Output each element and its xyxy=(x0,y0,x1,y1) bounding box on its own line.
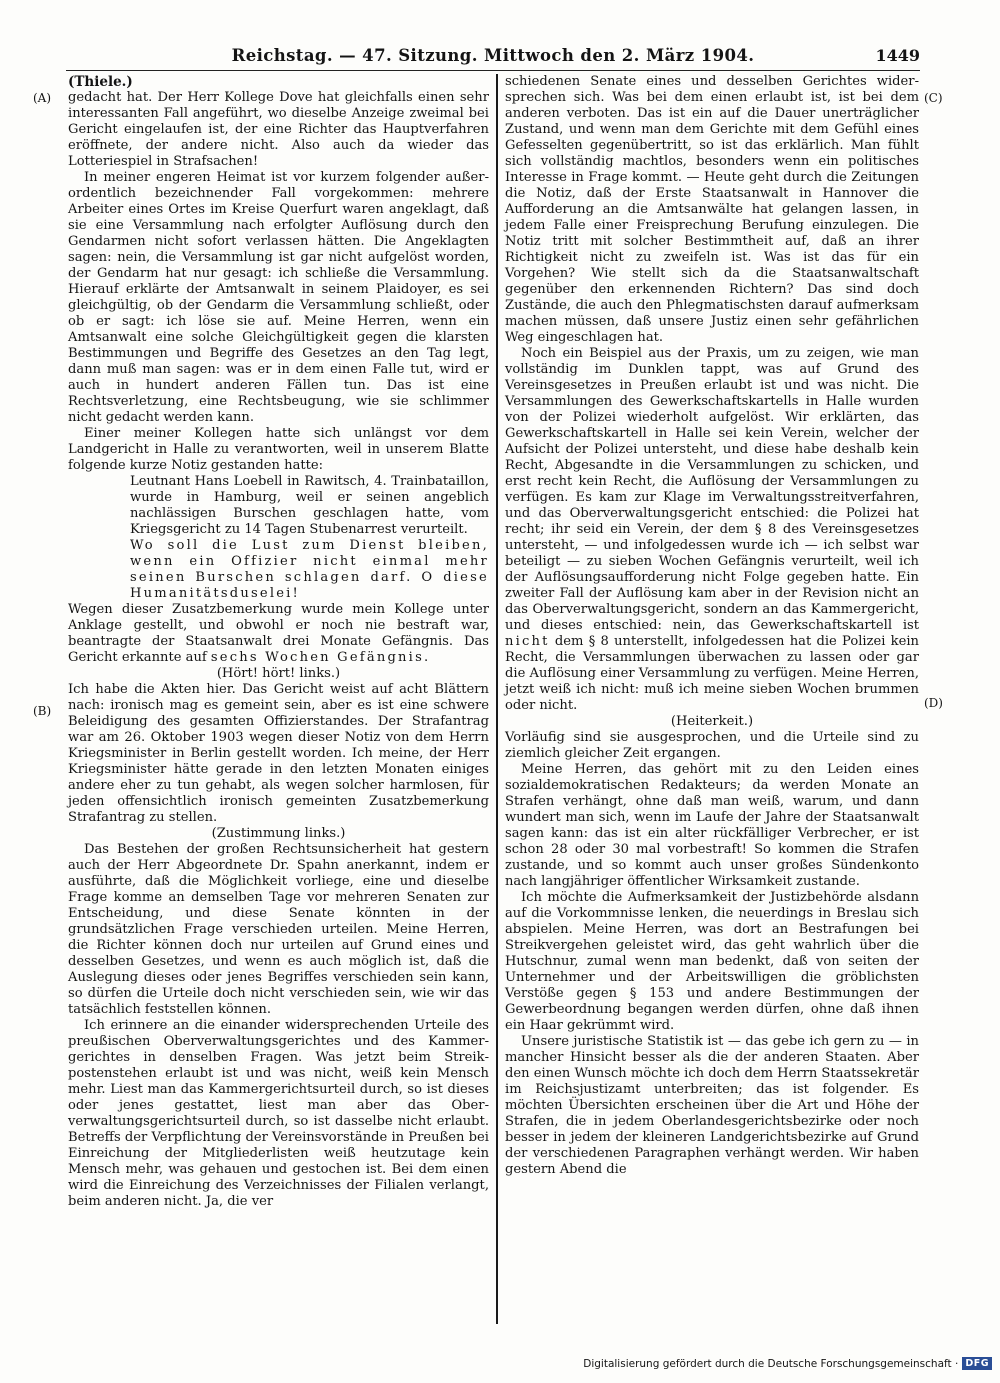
quoted-notice: Leutnant Hans Loebell in Rawitsch, 4. Trainbataillon, wurde in Hamburg, weil er seinen angeblich nachlässigen Burschen geschlagen hatte, vom Kriegsgericht zu 14 Tagen Stubenarrest verurteilt. xyxy=(130,474,489,537)
paragraph xyxy=(505,346,919,714)
paragraph xyxy=(68,602,489,666)
margin-marker-c: (C) xyxy=(924,91,943,105)
speaker-name: (Thiele.) xyxy=(68,74,133,90)
paragraph: Ich habe die Akten hier. Das Gericht weist auf acht Blättern nach: ironisch mag es gemeint sein, aber es ist eine schwere Beleidigung des gesamten Offizierstandes. Der Strafantrag war am 26. Oktober 1903 wegen dieser Notiz von dem Herrn Kriegsminister in Berlin gestellt worden. Ich meine, der Herr Kriegsminister hätte gerade in den letzten Monaten einiges andere eher zu tun gehabt, als wegen solcher harmlosen, für jeden offensichtlich ironisch gemeinten Zusatzbemerkung Strafantrag zu stellen. xyxy=(68,682,489,825)
interjection: (Hört! hört! links.) xyxy=(216,666,341,681)
interjection: (Zustimmung links.) xyxy=(211,826,346,841)
paragraph: Das Bestehen der großen Rechtsunsicherheit hat gestern auch der Herr Abgeordnete Dr. Spahn anerkannt, indem er ausführte, daß die Möglichkeit vorliege, eine und dieselbe Frage komme an demselben Tage vor mehreren Senaten zur Entscheidung, und diese Senate könnten in der grundsätzlichen Frage verschieden urteilen. Meine Herren, die Richter können doch nur urteilen auf Grund eines und desselben Gesetzes, und wenn es auch möglich ist, daß die Auslegung dieses oder jenes Begriffes verschieden sein kann, so dürfen die Urteile doch nicht verschieden sein, wie wir das tatsächlich feststellen können. xyxy=(68,842,489,1017)
margin-marker-d: (D) xyxy=(924,696,943,710)
paragraph: Ich erinnere an die einander widersprechenden Urteile des preußischen Oberverwaltungsgerichtes und des Kammergerichtes in denselben Fragen. Was jetzt beim Streikpostenstehen erlaubt ist und was nicht, weiß kein Mensch mehr. Liest man das Kammergerichtsurteil durch, so ist dieses oder jenes gestattet, liest man aber das Oberverwaltungsgerichtsurteil durch, so ist dasselbe nicht erlaubt. Betreffs der Verpflichtung der Vereinsvorstände in Preußen bei Einreichung der Mitgliederlisten weiß heutzutage kein Mensch mehr, was gehauen und gestochen ist. Bei dem einen wird die Einreichung des Verzeichnisses der Filialen verlangt, beim anderen nicht. Ja, die ver xyxy=(68,1018,489,1209)
paragraph: Ich möchte die Aufmerksamkeit der Justizbehörde alsdann auf die Vorkommnisse lenken, die neuerdings in Breslau sich abspielen. Meine Herren, was dort an Bestrafungen bei Streikvergehen geleistet wird, das geht wahrlich über die Hutschnur, zumal wenn man bedenkt, daß von seiten der Unternehmer und der Arbeitswilligen die gröblichsten Verstöße gegen § 153 und andere Bestimmungen der Gewerbeordnung begangen werden dürfen, ohne daß ihnen ein Haar gekrümmt wird. xyxy=(505,890,919,1033)
margin-marker-b: (B) xyxy=(33,704,52,718)
running-title: Reichstag. — 47. Sitzung. Mittwoch den 2. März 1904. xyxy=(231,46,755,65)
paragraph-text: dem § 8 unterstellt, infolgedessen hat die Polizei kein Recht, die Versammlungen überwachen zu lassen oder gar die Auflösung einer Versammlung zu verfügen. Meine Herren, jetzt weiß ich nicht: muß ich meine sieben Wochen brummen oder nicht. xyxy=(505,634,919,713)
column-divider xyxy=(496,74,498,1324)
paragraph-text: Noch ein Beispiel aus der Praxis, um zu zeigen, wie man vollständig im Dunklen tappt, was auf Grund des Vereinsgesetzes in Preußen erlaubt ist und was nicht. Die Versammlungen des Gewerkschaftskartells in Halle wurden von der Polizei wiederholt aufgelöst. Wir erklärten, das Gewerkschaftskartell in Halle sei kein Verein, welcher der Aufsicht der Polizei untersteht, und diese habe deshalb kein Recht, Abgesandte in die Versammlungen zu schicken, und erst recht kein Recht, die Auflösung der Versammlungen zu verfügen. Es kam zur Klage im Verwaltungsstreitverfahren, und das Oberverwaltungsgericht entschied: die Polizei hat recht; ihr seid ein Verein, der dem § 8 des Vereinsgesetzes untersteht, — und infolgedessen wurde ich — ich selbst war beteiligt — zu sieben Wochen Gefängnis verurteilt, weil ich der Auflösungsaufforderung nicht Folge gegeben hatte. Ein zweiter Fall der Auflösung kam aber in der Revision nicht an das Oberverwaltungsgericht, sondern an das Kammergericht, und dieses entschied: nein, das Gewerkschaftskartell ist xyxy=(505,346,919,633)
emphasis-text: nicht xyxy=(505,634,550,649)
margin-marker-a: (A) xyxy=(33,91,52,105)
paragraph: schiedenen Senate eines und desselben Gerichtes widersprechen sich. Was bei dem einen erlaubt ist, ist bei dem anderen verboten. Das ist ein auf die Dauer unerträglicher Zustand, und wenn man dem Gerichte mit dem Gefühl eines Gefesselten gegenübertritt, so ist das erklärlich. Man fühlt sich vollständig machtlos, besonders wenn ein politisches Interesse in Frage kommt. — Heute geht durch die Zeitungen die Notiz, daß der Erste Staatsanwalt in Hannover die Aufforderung an die Amtsanwälte hat gelangen lassen, in jedem Falle einer Freisprechung Berufung einzulegen. Die Notiz tritt mit solcher Bestimmtheit auf, daß an ihrer Richtigkeit nicht zu zweifeln ist. Was ist das für ein Vorgehen? Wie stellt sich da die Staatsanwaltschaft gegenüber den erkennenden Richtern? Das sind doch Zustände, die auch den Phlegmatischsten darauf aufmerksam machen müssen, daß unsere Justiz einen sehr gefährlichen Weg eingeschlagen hat. xyxy=(505,74,919,345)
paragraph: Vorläufig sind sie ausgesprochen, und die Urteile sind zu ziemlich gleicher Zeit ergangen. xyxy=(505,730,919,761)
left-column xyxy=(68,74,489,1210)
paragraph: In meiner engeren Heimat ist vor kurzem folgender außerordentlich bezeichnender Fall vorgekommen: mehrere Arbeiter eines Ortes im Kreise Querfurt waren angeklagt, daß sie eine Versammlung nach erfolgter Auflösung durch den Gendarmen nicht sofort verlassen hätten. Die Angeklagten sagen: nein, die Versammlung ist gar nicht aufgelöst worden, der Gendarm hat nur gesagt: ich schließe die Versammlung. Hierauf erklärte der Amtsanwalt in seinem Plaidoyer, es sei gleichgültig, ob der Gendarm die Versammlung schließt, oder ob er sagt: ich löse sie auf. Meine Herren, wenn ein Amtsanwalt eine solche Gleichgültigkeit gegen die klarsten Bestimmungen und Begriffe des Gesetzes an den Tag legt, dann muß man sagen: was er in dem einen Falle tut, wird er auch in hundert anderen Fällen tun. Das ist eine Rechtsverletzung, eine Rechtsbeugung, wie sie schlimmer nicht gedacht werden kann. xyxy=(68,170,489,425)
digitization-footer xyxy=(583,1357,992,1370)
paragraph: gedacht hat. Der Herr Kollege Dove hat gleichfalls einen sehr interessanten Fall angeführt, wo dieselbe Anzeige zweimal bei Gericht eingelaufen ist, der eine Richter das Hauptverfahren eröffnete, der andere nicht. Also auch da wieder das Lotteriespiel in Strafsachen! xyxy=(68,90,489,169)
footer-credit: Digitalisierung gefördert durch die Deutsche Forschungsgemeinschaft · xyxy=(583,1357,959,1370)
quoted-notice-spaced: Wo soll die Lust zum Dienst bleiben, wenn ein Offizier nicht einmal mehr seinen Burschen schlagen darf. O diese Humanitätsduselei! xyxy=(130,538,489,601)
header-rule xyxy=(66,70,920,71)
paragraph: Meine Herren, das gehört mit zu den Leiden eines sozialdemokratischen Redakteurs; da werden Monate an Strafen verhängt, ohne daß man weiß, warum, und dann wundert man sich, wenn im Laufe der Jahre der Staatsanwalt sagen kann: das ist ein alter rückfälliger Verbrecher, er ist schon 28 oder 30 mal vorbestraft! So kommen die Strafen zustande, und so kommt auch unser großes Sündenkonto nach langjähriger öffentlicher Wirksamkeit zustande. xyxy=(505,762,919,889)
dfg-logo: DFG xyxy=(962,1357,992,1370)
right-column xyxy=(505,74,919,1178)
paragraph: Unsere juristische Statistik ist — das gebe ich gern zu — in mancher Hinsicht besser als die der anderen Staaten. Aber den einen Wunsch möchte ich doch dem Herrn Staatssekretär im Reichsjustizamt unterbreiten; das ist folgender. Es möchten Übersichten erscheinen über die Art und Höhe der Strafen, die in jedem Oberlandesgerichtsbezirke oder noch besser in jedem der kleineren Landgerichtsbezirke auf Grund der verschiedenen Paragraphen verhängt werden. Wir haben gestern Abend die xyxy=(505,1034,919,1177)
paragraph-text: Wegen dieser Zusatzbemerkung wurde mein Kollege unter Anklage gestellt, und obwohl er noch nie bestraft war, beantragte der Staatsanwalt drei Monate Gefängnis. Das Gericht erkannte auf xyxy=(68,602,489,665)
paragraph: Einer meiner Kollegen hatte sich unlängst vor dem Landgericht in Halle zu verantworten, weil in unserem Blatte folgende kurze Notiz gestanden hatte: xyxy=(68,426,489,473)
emphasis-text: sechs Wochen Gefängnis. xyxy=(210,650,431,665)
page-header xyxy=(66,46,920,68)
interjection: (Heiterkeit.) xyxy=(670,714,754,729)
page-number: 1449 xyxy=(875,46,920,65)
